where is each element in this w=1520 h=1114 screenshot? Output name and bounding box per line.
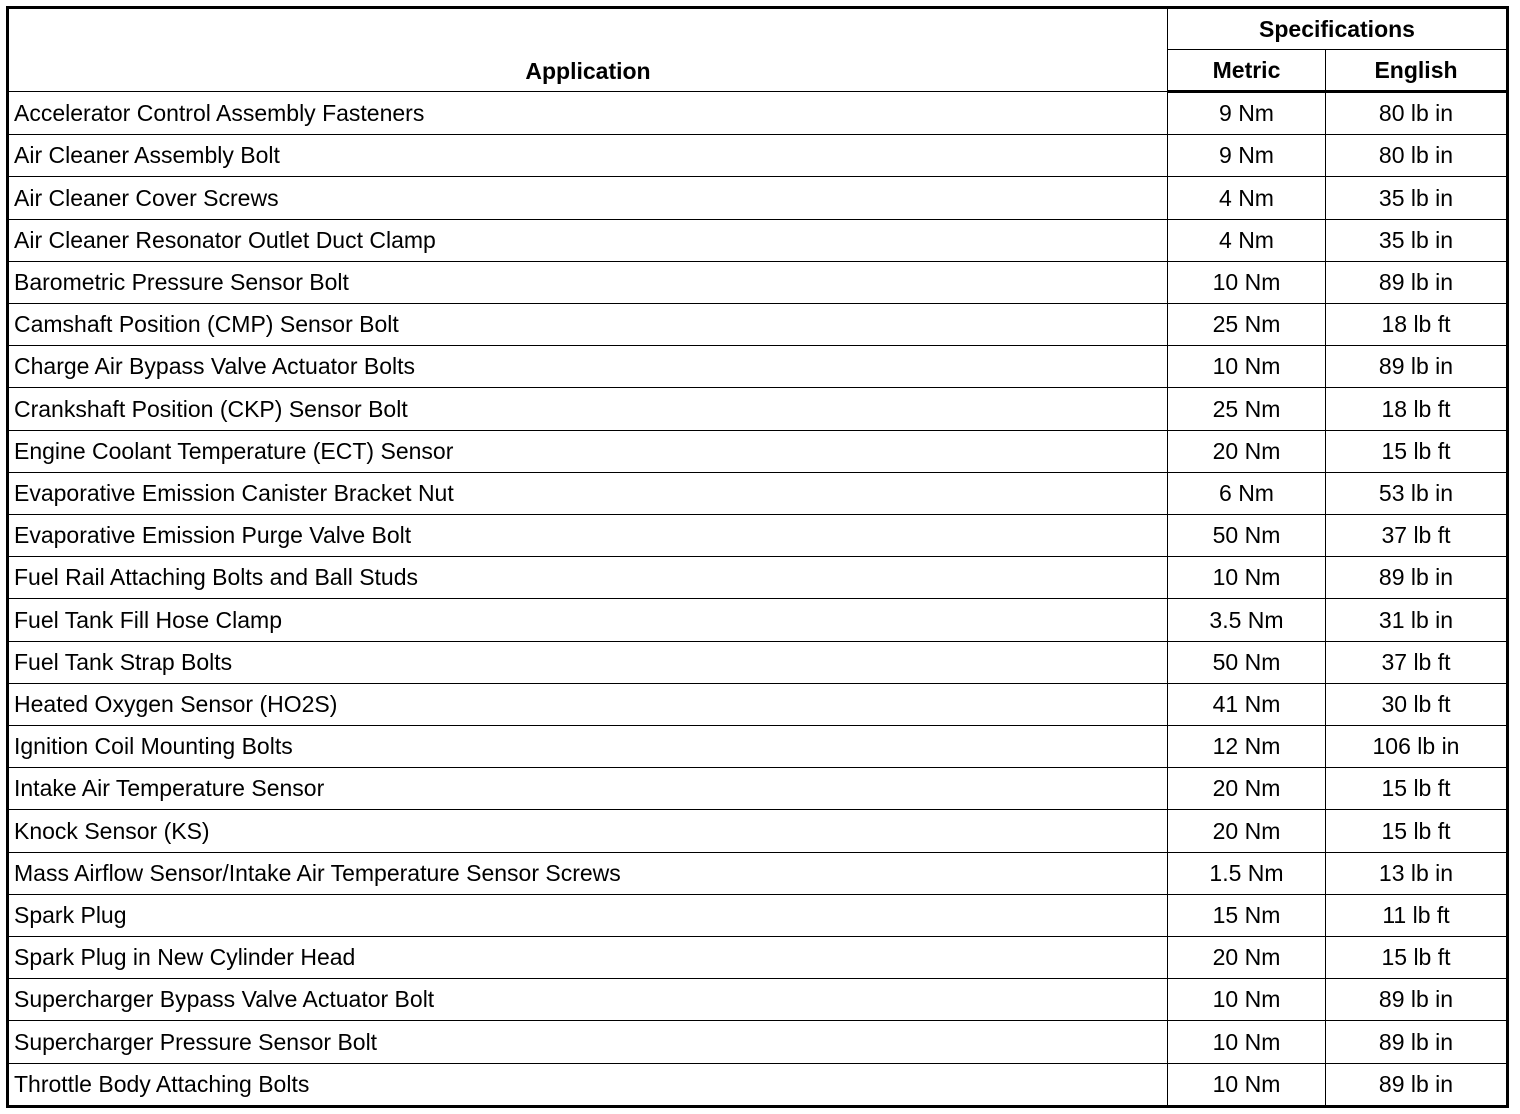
application-cell: Evaporative Emission Canister Bracket Nut — [8, 472, 1168, 514]
table-row — [8, 515, 1508, 557]
english-cell: 31 lb in — [1326, 599, 1508, 641]
english-cell: 89 lb in — [1326, 1063, 1508, 1106]
english-cell: 13 lb in — [1326, 852, 1508, 894]
metric-cell: 41 Nm — [1168, 683, 1326, 725]
application-cell: Engine Coolant Temperature (ECT) Sensor — [8, 430, 1168, 472]
metric-cell: 10 Nm — [1168, 261, 1326, 303]
metric-cell: 9 Nm — [1168, 92, 1326, 135]
metric-cell: 10 Nm — [1168, 1063, 1326, 1106]
english-cell: 11 lb ft — [1326, 894, 1508, 936]
english-cell: 15 lb ft — [1326, 810, 1508, 852]
table-row — [8, 557, 1508, 599]
english-cell: 30 lb ft — [1326, 683, 1508, 725]
table-row — [8, 641, 1508, 683]
table-row — [8, 937, 1508, 979]
application-cell: Crankshaft Position (CKP) Sensor Bolt — [8, 388, 1168, 430]
table-row — [8, 219, 1508, 261]
table-row — [8, 852, 1508, 894]
metric-cell: 20 Nm — [1168, 768, 1326, 810]
english-cell: 37 lb ft — [1326, 515, 1508, 557]
application-cell: Intake Air Temperature Sensor — [8, 768, 1168, 810]
english-cell: 106 lb in — [1326, 726, 1508, 768]
application-cell: Air Cleaner Assembly Bolt — [8, 135, 1168, 177]
application-cell: Heated Oxygen Sensor (HO2S) — [8, 683, 1168, 725]
english-cell: 37 lb ft — [1326, 641, 1508, 683]
application-cell: Supercharger Pressure Sensor Bolt — [8, 1021, 1168, 1063]
table-row — [8, 304, 1508, 346]
metric-cell: 1.5 Nm — [1168, 852, 1326, 894]
english-cell: 35 lb in — [1326, 177, 1508, 219]
torque-spec-table — [6, 6, 1509, 1108]
application-cell: Fuel Tank Strap Bolts — [8, 641, 1168, 683]
application-cell: Fuel Rail Attaching Bolts and Ball Studs — [8, 557, 1168, 599]
application-cell: Spark Plug in New Cylinder Head — [8, 937, 1168, 979]
header-specifications: Specifications — [1168, 8, 1508, 50]
metric-cell: 50 Nm — [1168, 641, 1326, 683]
header-application: Application — [8, 8, 1168, 92]
metric-cell: 9 Nm — [1168, 135, 1326, 177]
metric-cell: 10 Nm — [1168, 346, 1326, 388]
table-header — [8, 8, 1508, 92]
application-cell: Air Cleaner Cover Screws — [8, 177, 1168, 219]
metric-cell: 25 Nm — [1168, 388, 1326, 430]
metric-cell: 20 Nm — [1168, 810, 1326, 852]
english-cell: 15 lb ft — [1326, 937, 1508, 979]
english-cell: 18 lb ft — [1326, 388, 1508, 430]
application-cell: Supercharger Bypass Valve Actuator Bolt — [8, 979, 1168, 1021]
application-cell: Throttle Body Attaching Bolts — [8, 1063, 1168, 1106]
application-cell: Fuel Tank Fill Hose Clamp — [8, 599, 1168, 641]
english-cell: 15 lb ft — [1326, 430, 1508, 472]
application-cell: Spark Plug — [8, 894, 1168, 936]
header-english: English — [1326, 50, 1508, 92]
table-row — [8, 810, 1508, 852]
english-cell: 89 lb in — [1326, 557, 1508, 599]
metric-cell: 3.5 Nm — [1168, 599, 1326, 641]
application-cell: Evaporative Emission Purge Valve Bolt — [8, 515, 1168, 557]
metric-cell: 10 Nm — [1168, 557, 1326, 599]
application-cell: Ignition Coil Mounting Bolts — [8, 726, 1168, 768]
table-row — [8, 472, 1508, 514]
table-row — [8, 346, 1508, 388]
application-cell: Charge Air Bypass Valve Actuator Bolts — [8, 346, 1168, 388]
english-cell: 89 lb in — [1326, 979, 1508, 1021]
table-row — [8, 1021, 1508, 1063]
metric-cell: 10 Nm — [1168, 979, 1326, 1021]
metric-cell: 4 Nm — [1168, 219, 1326, 261]
table-row — [8, 979, 1508, 1021]
table-row — [8, 599, 1508, 641]
table-row — [8, 430, 1508, 472]
application-cell: Accelerator Control Assembly Fasteners — [8, 92, 1168, 135]
metric-cell: 25 Nm — [1168, 304, 1326, 346]
english-cell: 89 lb in — [1326, 261, 1508, 303]
english-cell: 15 lb ft — [1326, 768, 1508, 810]
metric-cell: 20 Nm — [1168, 937, 1326, 979]
table-row — [8, 726, 1508, 768]
table-row — [8, 92, 1508, 135]
english-cell: 18 lb ft — [1326, 304, 1508, 346]
metric-cell: 20 Nm — [1168, 430, 1326, 472]
english-cell: 35 lb in — [1326, 219, 1508, 261]
table-row — [8, 768, 1508, 810]
table-row — [8, 261, 1508, 303]
metric-cell: 50 Nm — [1168, 515, 1326, 557]
header-metric: Metric — [1168, 50, 1326, 92]
english-cell: 53 lb in — [1326, 472, 1508, 514]
english-cell: 80 lb in — [1326, 135, 1508, 177]
table-row — [8, 894, 1508, 936]
table-row — [8, 135, 1508, 177]
application-cell: Barometric Pressure Sensor Bolt — [8, 261, 1168, 303]
application-cell: Air Cleaner Resonator Outlet Duct Clamp — [8, 219, 1168, 261]
table-row — [8, 683, 1508, 725]
metric-cell: 15 Nm — [1168, 894, 1326, 936]
metric-cell: 12 Nm — [1168, 726, 1326, 768]
table-row — [8, 1063, 1508, 1106]
table-row — [8, 388, 1508, 430]
header-row-top — [8, 8, 1508, 50]
english-cell: 80 lb in — [1326, 92, 1508, 135]
table-row — [8, 177, 1508, 219]
metric-cell: 10 Nm — [1168, 1021, 1326, 1063]
application-cell: Mass Airflow Sensor/Intake Air Temperature Sensor Screws — [8, 852, 1168, 894]
english-cell: 89 lb in — [1326, 1021, 1508, 1063]
application-cell: Knock Sensor (KS) — [8, 810, 1168, 852]
english-cell: 89 lb in — [1326, 346, 1508, 388]
table-body — [8, 92, 1508, 1107]
application-cell: Camshaft Position (CMP) Sensor Bolt — [8, 304, 1168, 346]
metric-cell: 4 Nm — [1168, 177, 1326, 219]
metric-cell: 6 Nm — [1168, 472, 1326, 514]
